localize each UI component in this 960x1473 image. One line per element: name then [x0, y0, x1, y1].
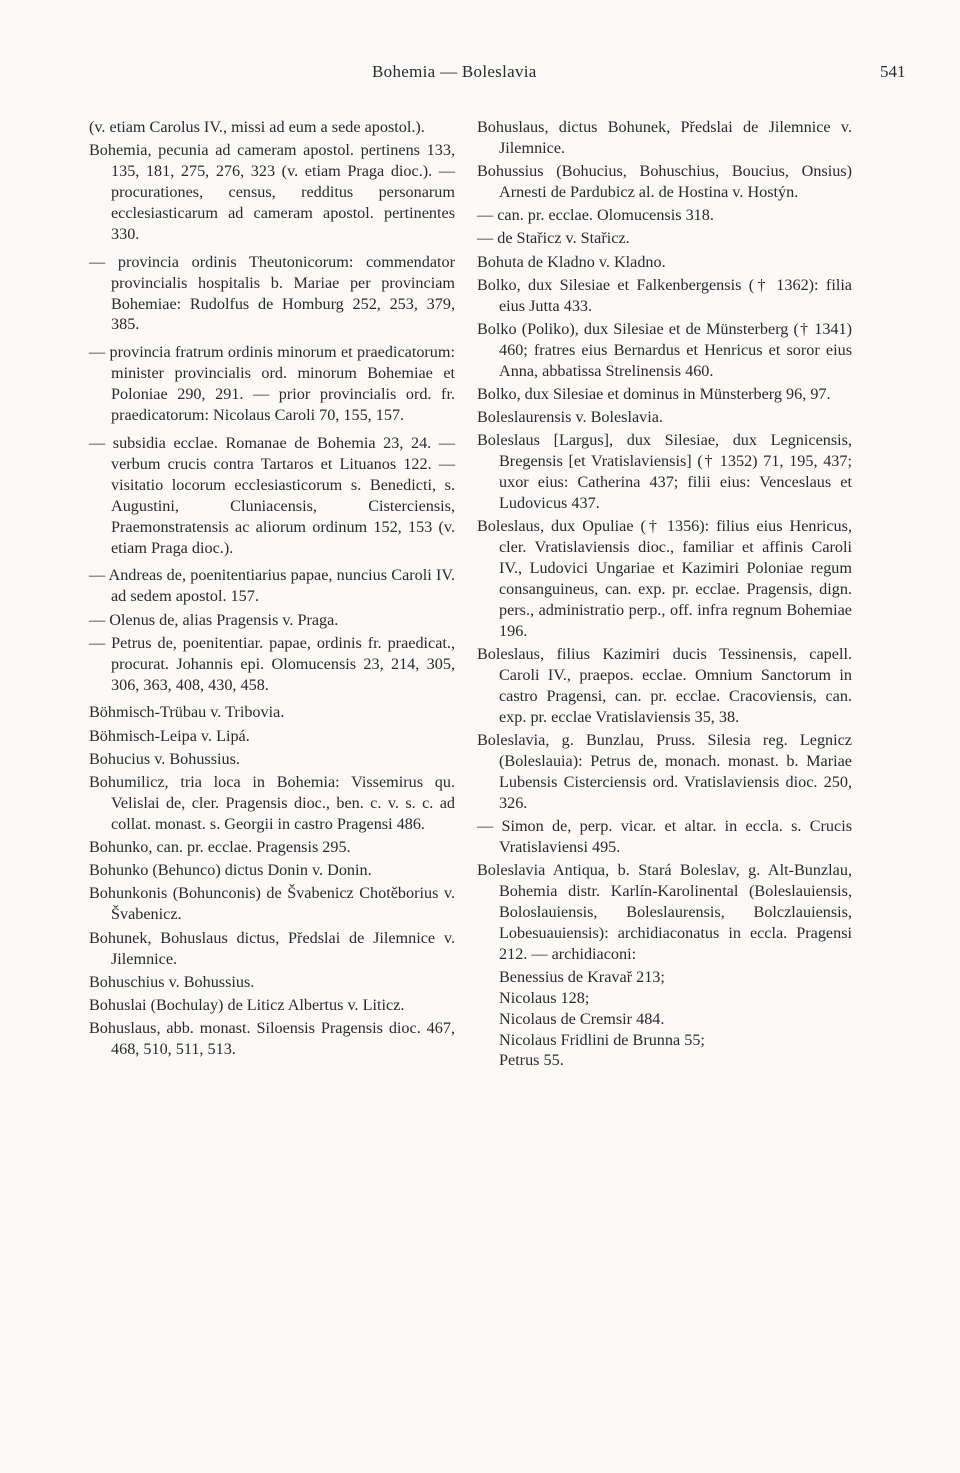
index-entry: Bohunko (Behunco) dictus Donin v. Donin. — [89, 861, 372, 880]
index-entry: Boleslavia Antiqua, b. Stará Boleslav, g. Alt-Bunzlau, Bohemia distr. Karlín-Karolinental (Boleslauiensis, Boloslauiensis, Boleslaurensis, Bolczlauiensis, Lobesuauiensis): archidiaconatus in eccla. Pragensi 212. — archidiaconi: — [477, 860, 852, 963]
index-entry: Bohussius (Bohucius, Bohuschius, Boucius, Onsius) Arnesti de Pardubicz al. de Hostina v. Hostýn. — [477, 162, 852, 202]
page-number: 541 — [880, 62, 906, 81]
index-entry: Bolko, dux Silesiae et Falkenbergensis († 1362): filia eius Jutta 433. — [477, 275, 852, 315]
index-entry: Bohumilicz, tria loca in Bohemia: Vissemirus qu. Velislai de, cler. Pragensis dioc., ben. c. v. s. c. ad collat. monast. s. Georgii in castro Pragensi 486. — [89, 773, 455, 833]
list-item: Nicolaus de Cremsir 484. — [499, 1009, 665, 1028]
list-item: Nicolaus 128; — [499, 988, 590, 1007]
right-column — [477, 117, 852, 1071]
index-entry: Bohunek, Bohuslaus dictus, Předslai de Jilemnice v. Jilemnice. — [89, 928, 455, 968]
index-entry: Boleslaus [Largus], dux Silesiae, dux Legnicensis, Bregensis [et Vratislaviensis] († 1352) 71, 195, 437; uxor eius: Catherina 437; filii eius: Venceslaus et Ludovicus 437. — [477, 431, 852, 513]
index-entry: Boleslaus, filius Kazimiri ducis Tessinensis, capell. Caroli IV., praepos. ecclae. Omnium Sanctorum in castro Pragensi, can. pr. ecclae. Cracoviensis, can. exp. pr. ecclae Vratislaviensis 35, 38. — [477, 645, 852, 726]
index-entry: — provincia ordinis Theutonicorum: commendator provincialis hospitalis b. Mariae per provinciam Bohemiae: Rudolfus de Homburg 252, 253, 379, 385. — [89, 252, 455, 334]
index-entry: Boleslaurensis v. Boleslavia. — [477, 408, 663, 427]
index-entry: — Olenus de, alias Pragensis v. Praga. — [89, 610, 339, 629]
left-column — [89, 117, 455, 1062]
index-entry: Bohucius v. Bohussius. — [89, 749, 240, 768]
index-entry: Bohuschius v. Bohussius. — [89, 972, 255, 991]
index-entry: Bohunkonis (Bohunconis) de Švabenicz Chotěborius v. Švabenicz. — [89, 884, 455, 924]
index-entry: Bolko (Poliko), dux Silesiae et de Münsterberg († 1341) 460; fratres eius Bernardus et Henricus et soror eius Anna, abbatissa Strelinensis 460. — [477, 319, 852, 380]
list-item: Petrus 55. — [499, 1051, 564, 1070]
index-entry: Bohunko, can. pr. ecclae. Pragensis 295. — [89, 838, 351, 857]
index-entry: Bohuta de Kladno v. Kladno. — [477, 252, 666, 271]
list-item: Nicolaus Fridlini de Brunna 55; — [499, 1030, 705, 1049]
index-entry: — Simon de, perp. vicar. et altar. in eccla. s. Crucis Vratislaviensi 495. — [477, 816, 852, 856]
index-entry: Bohemia, pecunia ad cameram apostol. pertinens 133, 135, 181, 275, 276, 323 (v. etiam Praga dioc.). — procurationes, census, redditus personarum ecclesiasticarum ad cameram apostol. pertinentes 330. — [89, 141, 455, 243]
index-entry: Böhmisch-Trübau v. Tribovia. — [89, 703, 285, 722]
index-entry: Bohuslaus, dictus Bohunek, Předslai de Jilemnice v. Jilemnice. — [477, 118, 852, 157]
list-item: Benessius de Kravař 213; — [499, 967, 665, 986]
index-entry: (v. etiam Carolus IV., missi ad eum a sede apostol.). — [89, 118, 425, 136]
page-header — [0, 62, 960, 90]
index-entry: Boleslaus, dux Opuliae († 1356): filius eius Henricus, cler. Vratislaviensis dioc., familiar et affinis Caroli IV., Ludovici Ungariae et Kazimiri Poloniae regum consanguineus, can. exp. pr. ecclae. Pragensis, dign. pers., administratio perp., off. infra regnum Bohemiae 196. — [477, 517, 852, 640]
index-entry: Böhmisch-Leipa v. Lipá. — [89, 726, 250, 745]
index-entry: Bolko, dux Silesiae et dominus in Münsterberg 96, 97. — [477, 384, 831, 403]
index-entry: — Petrus de, poenitentiar. papae, ordinis fr. praedicat., procurat. Johannis epi. Olomucensis 23, 214, 305, 306, 363, 408, 430, 458. — [89, 633, 455, 694]
archdeacon-list — [499, 967, 852, 1072]
index-entry: Bohuslai (Bochulay) de Liticz Albertus v. Liticz. — [89, 995, 405, 1014]
index-entry: — de Stařicz v. Stařicz. — [477, 229, 630, 248]
index-entry: — Andreas de, poenitentiarius papae, nuncius Caroli IV. ad sedem apostol. 157. — [89, 566, 455, 606]
index-entry: Boleslavia, g. Bunzlau, Pruss. Silesia reg. Legnicz (Boleslauia): Petrus de, monach. monast. b. Mariae Lubensis Cisterciensis ord. Vratislaviensis dioc. 250, 326. — [477, 730, 852, 812]
index-entry: — subsidia ecclae. Romanae de Bohemia 23, 24. — verbum crucis contra Tartaros et Lituanos 122. — visitatio locorum ecclesiasticorum s. Benedicti, s. Augustini, Cluniacensis, Cisterciensis, Praemonstratensis ac aliorum ordinum 152, 153 (v. etiam Praga dioc.). — [89, 433, 455, 557]
index-entry: — provincia fratrum ordinis minorum et praedicatorum: minister provincialis ord. minorum Bohemiae et Poloniae 290, 291. — prior provincialis ord. fr. praedicatorum: Nicolaus Caroli 70, 155, 157. — [89, 343, 455, 425]
index-entry: — can. pr. ecclae. Olomucensis 318. — [477, 206, 714, 225]
running-title: Bohemia — Boleslavia — [372, 62, 537, 81]
index-entry: Bohuslaus, abb. monast. Siloensis Pragensis dioc. 467, 468, 510, 511, 513. — [89, 1019, 455, 1059]
